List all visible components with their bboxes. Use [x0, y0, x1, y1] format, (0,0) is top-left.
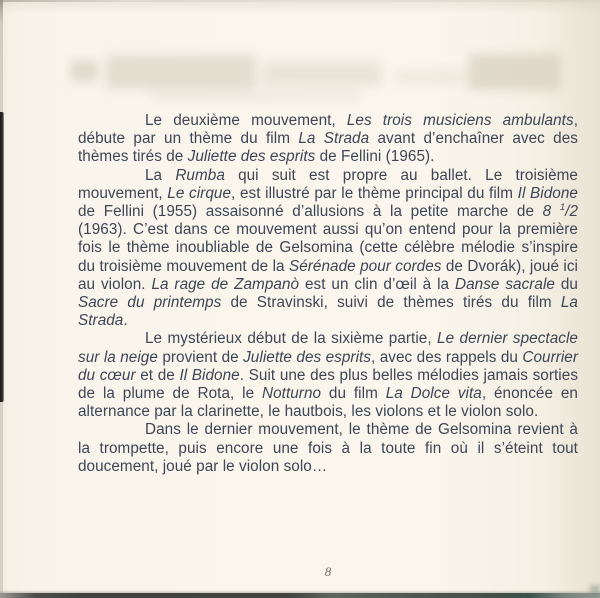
text-segment: .: [123, 312, 128, 330]
scan-edge-bottom: [0, 593, 600, 598]
text-segment: de Dvorák), joué ici au violon.: [78, 257, 578, 293]
text-segment: , avec des rappels du: [371, 348, 523, 366]
text-segment: qui suit est propre au ballet. Le troisième mouvement,: [78, 166, 578, 202]
text-segment: La: [145, 166, 176, 184]
italic-text-segment: Il Bidone: [179, 366, 240, 384]
italic-text-segment: Juliette des esprits: [243, 348, 372, 366]
bleedthrough-text-artifact: [468, 54, 560, 90]
italic-text-segment: La Strada: [78, 294, 578, 330]
text-segment: du: [555, 275, 578, 293]
italic-text-segment: La Dolce vita: [385, 385, 482, 403]
text-segment: Le mystérieux début de la sixième partie,: [145, 330, 438, 348]
italic-text-segment: Les trois musiciens ambulants: [346, 112, 574, 129]
italic-text-segment: 8: [542, 203, 560, 221]
paragraph: [78, 330, 578, 421]
scan-edge-left: [0, 0, 3, 598]
text-segment: de Stravinski, suivi de thèmes tirés du film: [221, 294, 561, 312]
text-segment: est un clin d’œil à la: [299, 275, 455, 293]
italic-text-segment: /2: [565, 203, 578, 221]
scan-edge-top: [0, 0, 600, 2]
text-segment: (1963). C’est dans ce mouvement aussi qu’on entend pour la première fois le thème inoubliable de Gelsomina (cette célèbre mélodie s’inspire du troisième mouvement de la: [78, 221, 578, 275]
text-segment: provient de: [157, 348, 244, 366]
bleedthrough-text-artifact: [70, 60, 98, 82]
text-segment: . Suit une des plus belles mélodies jamais sorties de la plume de Rota, le: [78, 366, 579, 403]
text-segment: du film: [321, 385, 386, 403]
italic-text-segment: Danse sacrale: [454, 275, 555, 293]
bleedthrough-text-artifact: [262, 62, 382, 86]
text-segment: Le deuxième mouvement,: [145, 112, 347, 129]
italic-text-segment: Rumba: [175, 166, 225, 184]
text-segment: de Fellini (1965).: [315, 148, 435, 166]
paragraph: [78, 421, 578, 476]
text-segment: Dans le dernier mouvement, le thème de Gelsomina revient à la trompette, puis encore une fois à la toute fin où il s’éteint tout doucement, joué par le violon solo…: [78, 421, 578, 475]
italic-text-segment: Le dernier spectacle sur la neige: [78, 330, 578, 366]
scan-corner-mark: [590, 585, 600, 594]
text-segment: , débute par un thème du film: [78, 112, 578, 148]
body-text: [78, 112, 578, 476]
scan-spine-shadow: [0, 112, 4, 402]
italic-text-segment: Juliette des esprits: [187, 148, 316, 166]
italic-text-segment: La Strada: [298, 130, 370, 148]
paragraph: [78, 112, 578, 167]
scan-edge-bottom-shadow: [0, 590, 600, 593]
bleedthrough-text-artifact: [150, 90, 360, 100]
italic-text-segment: Sérénade pour cordes: [288, 257, 442, 275]
italic-text-segment: La rage de Zampanò: [151, 275, 300, 293]
italic-text-segment: Il Bidone: [517, 184, 578, 202]
bleedthrough-text-artifact: [395, 70, 465, 84]
text-segment: et de: [135, 366, 180, 384]
text-segment: , est illustré par le thème principal du film: [231, 184, 518, 202]
italic-text-segment: Sacre du printemps: [78, 294, 222, 312]
text-segment: de Fellini (1955) assaisonné d’allusions à la petite marche de: [78, 203, 543, 221]
italic-text-segment: Le cirque: [167, 184, 232, 202]
italic-text-segment: Courrier du cœur: [78, 348, 579, 384]
italic-text-segment: 1: [559, 201, 566, 213]
italic-text-segment: Notturno: [262, 385, 322, 403]
bleedthrough-text-artifact: [106, 55, 256, 89]
page-number: 8: [324, 564, 332, 579]
text-segment: , énoncée en alternance par la clarinette, le hautbois, les violons et le violon solo.: [78, 385, 578, 421]
text-segment: avant d’enchaîner avec des thèmes tirés de: [78, 130, 578, 166]
paragraph: [78, 167, 578, 331]
